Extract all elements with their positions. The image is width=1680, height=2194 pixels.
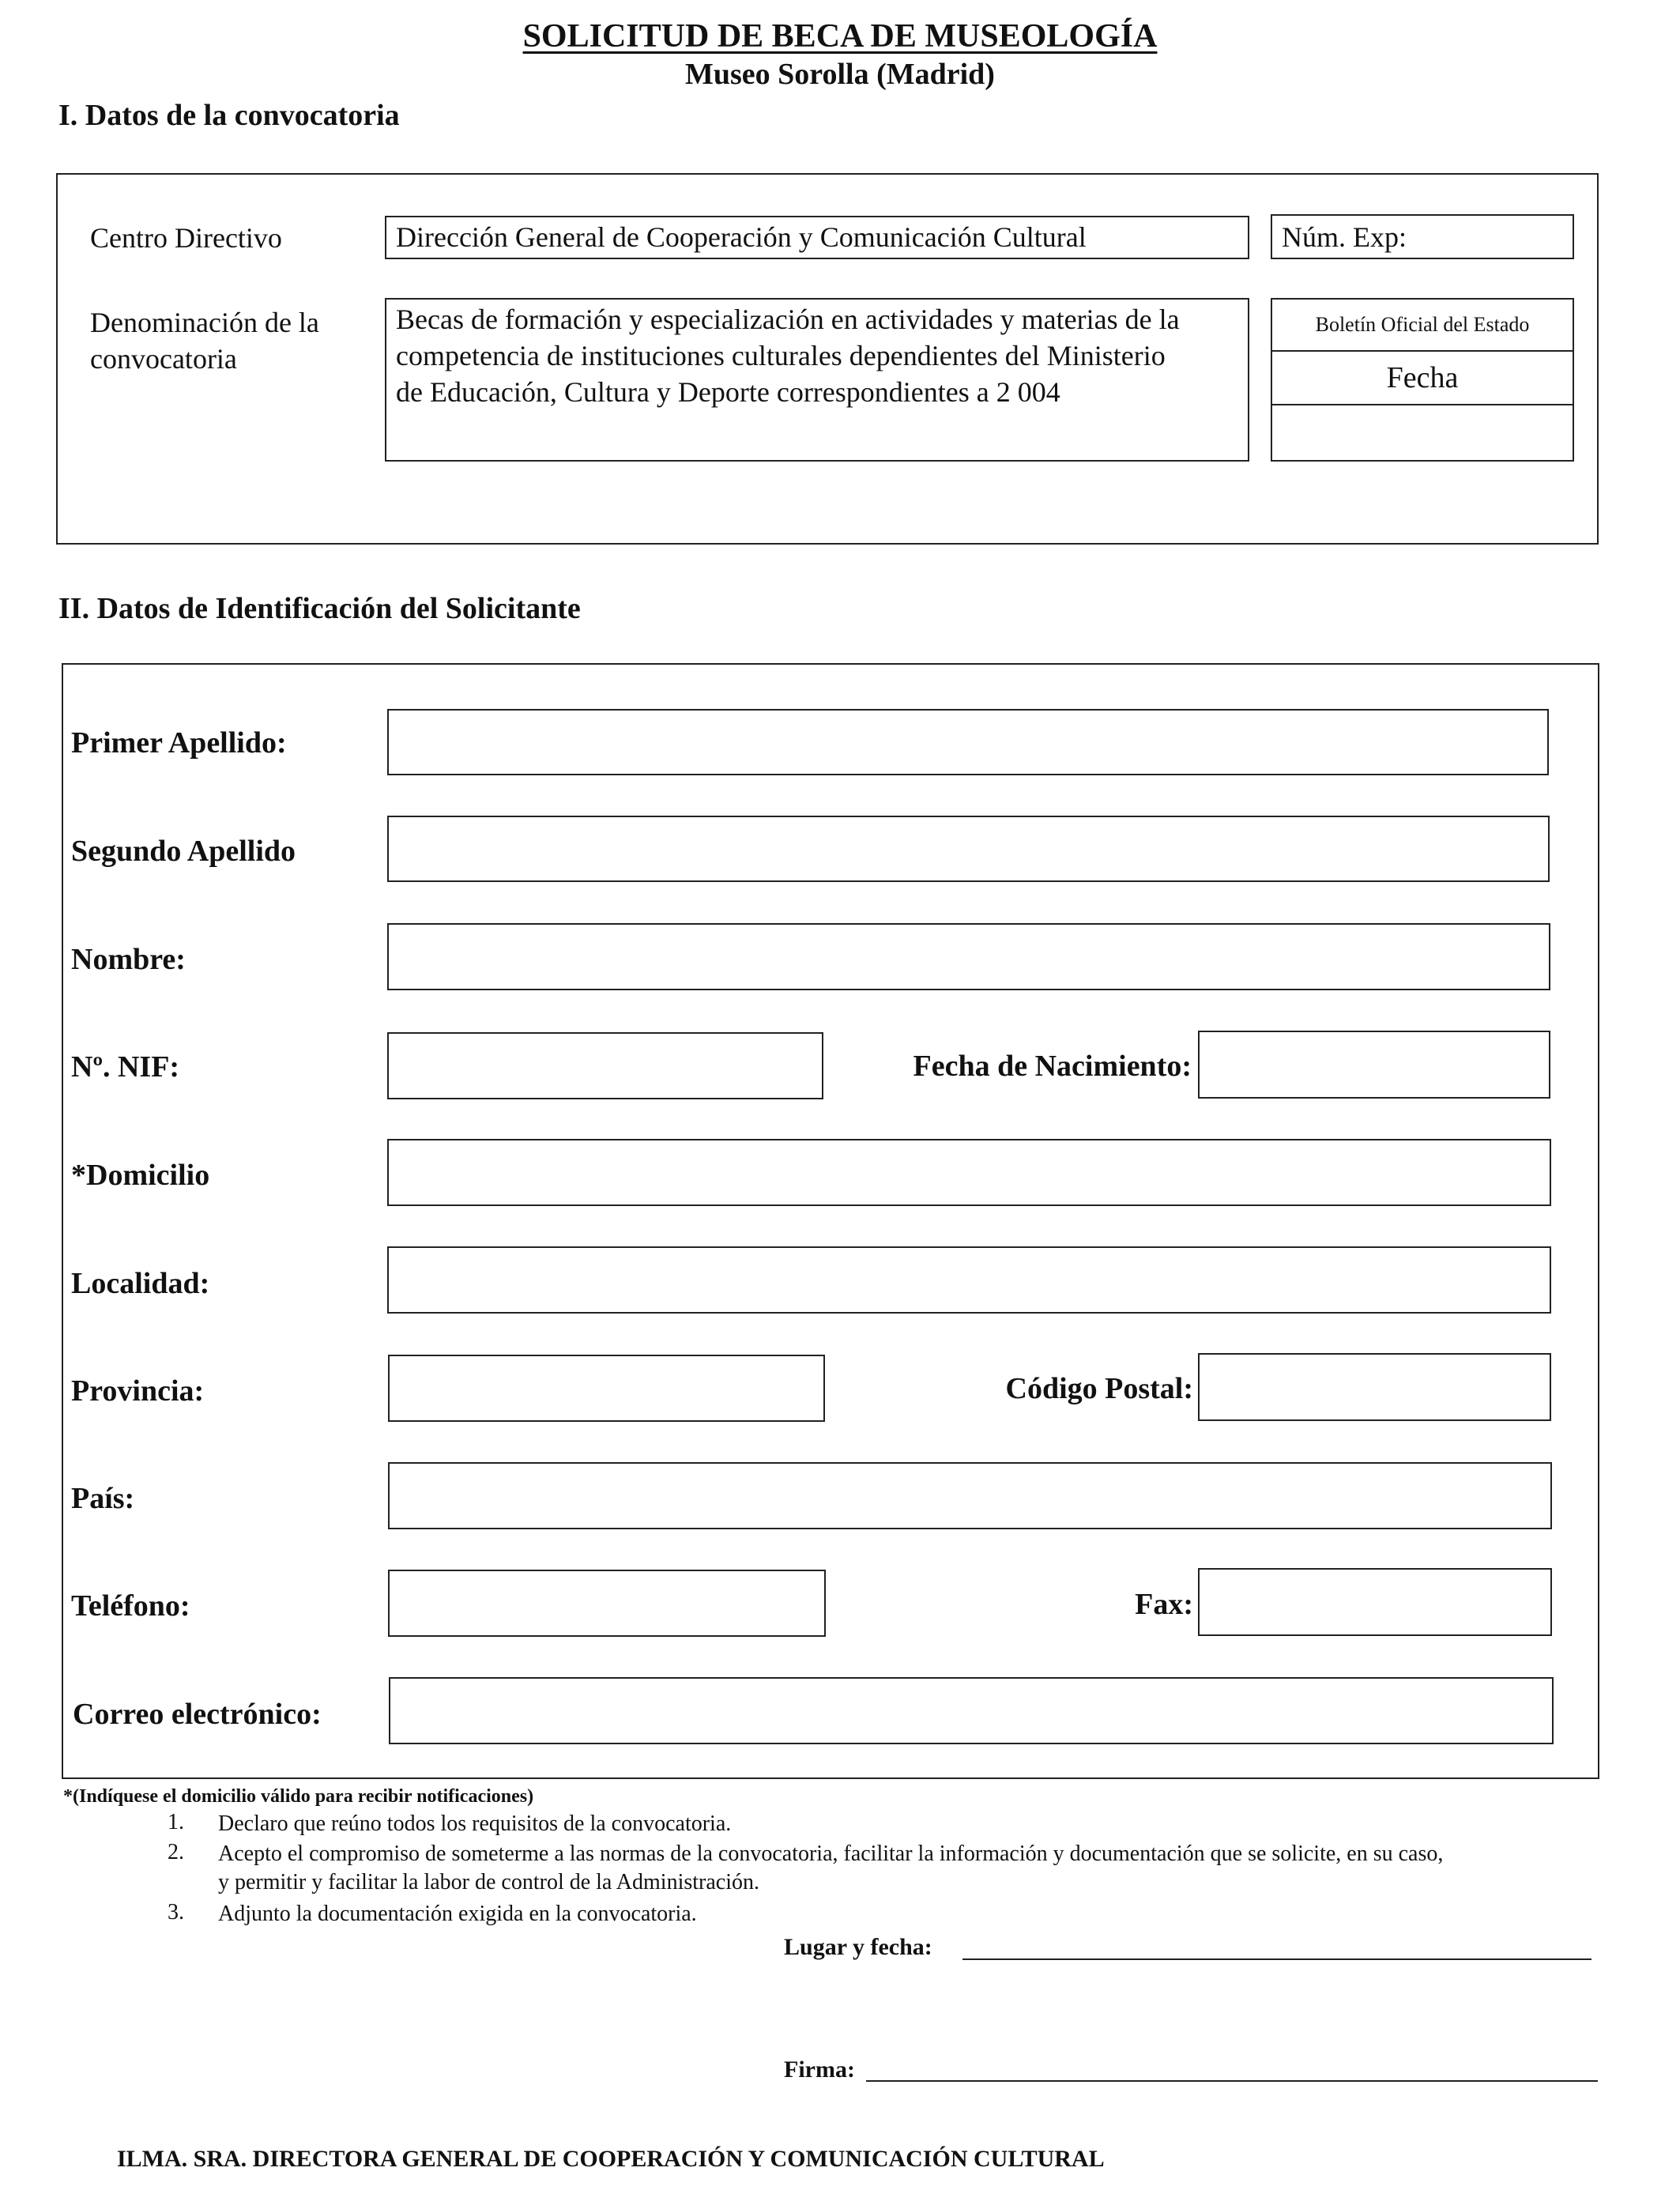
nif-field[interactable] — [387, 1032, 823, 1099]
pais-label: País: — [71, 1482, 135, 1515]
nombre-field[interactable] — [387, 923, 1550, 990]
domicilio-note: *(Indíquese el domicilio válido para recibir notificaciones) — [63, 1786, 534, 1807]
section-1-heading: I. Datos de la convocatoria — [58, 99, 400, 132]
boe-fecha-field[interactable] — [1272, 405, 1573, 460]
pais-field[interactable] — [388, 1462, 1552, 1529]
denominacion-label-line-1: Denominación de la — [90, 307, 319, 338]
fecha-nacimiento-label: Fecha de Nacimiento: — [913, 1050, 1192, 1083]
telefono-field[interactable] — [388, 1570, 826, 1637]
correo-field[interactable] — [389, 1677, 1554, 1744]
declaration-1-number: 1. — [168, 1810, 184, 1834]
section-2-heading: II. Datos de Identificación del Solicitante — [58, 592, 581, 625]
domicilio-label: *Domicilio — [71, 1159, 210, 1192]
declaration-2-number: 2. — [168, 1840, 184, 1864]
nif-label: Nº. NIF: — [71, 1050, 180, 1084]
codigo-postal-label: Código Postal: — [1005, 1372, 1193, 1405]
denominacion-line-2: competencia de instituciones culturales dependientes del Ministerio — [396, 340, 1166, 371]
firma-line[interactable] — [866, 2080, 1598, 2082]
addressee: ILMA. SRA. DIRECTORA GENERAL DE COOPERACIÓN Y COMUNICACIÓN CULTURAL — [117, 2146, 1105, 2172]
form-subtitle: Museo Sorolla (Madrid) — [685, 58, 995, 91]
primer-apellido-field[interactable] — [387, 709, 1549, 775]
provincia-label: Provincia: — [71, 1374, 205, 1408]
fax-label: Fax: — [1135, 1588, 1193, 1621]
segundo-apellido-field[interactable] — [387, 816, 1550, 882]
localidad-label: Localidad: — [71, 1267, 210, 1300]
domicilio-field[interactable] — [387, 1139, 1551, 1206]
telefono-label: Teléfono: — [71, 1589, 190, 1623]
segundo-apellido-label: Segundo Apellido — [71, 835, 296, 868]
provincia-field[interactable] — [388, 1355, 825, 1422]
lugar-fecha-line[interactable] — [962, 1958, 1591, 1960]
declaration-2-text — [218, 1840, 1648, 1897]
num-exp-field[interactable] — [1271, 214, 1574, 259]
denominacion-line-3: de Educación, Cultura y Deporte correspondientes a 2 004 — [396, 376, 1060, 408]
nombre-label: Nombre: — [71, 943, 186, 976]
codigo-postal-field[interactable] — [1198, 1353, 1551, 1421]
declaration-3-text: Adjunto la documentación exigida en la convocatoria. — [218, 1902, 697, 1926]
denominacion-label — [90, 304, 319, 377]
declaration-3-number: 3. — [168, 1900, 184, 1924]
boe-box — [1271, 298, 1574, 462]
num-exp-label: Núm. Exp: — [1282, 221, 1407, 253]
denominacion-label-line-2: convocatoria — [90, 343, 237, 375]
fecha-nacimiento-field[interactable] — [1198, 1031, 1550, 1099]
correo-label: Correo electrónico: — [73, 1698, 322, 1731]
localidad-field[interactable] — [387, 1246, 1551, 1314]
fax-field[interactable] — [1198, 1568, 1552, 1636]
centro-directivo-label: Centro Directivo — [90, 222, 282, 254]
declaration-1-text: Declaro que reúno todos los requisitos de la convocatoria. — [218, 1811, 732, 1836]
declaration-2-line-2: y permitir y facilitar la labor de control de la Administración. — [218, 1870, 760, 1894]
denominacion-line-1: Becas de formación y especialización en actividades y materias de la — [396, 303, 1180, 335]
form-title: SOLICITUD DE BECA DE MUSEOLOGÍA — [522, 18, 1158, 55]
centro-directivo-value: Dirección General de Cooperación y Comunicación Cultural — [396, 221, 1087, 253]
primer-apellido-label: Primer Apellido: — [71, 726, 287, 760]
boe-label: Boletín Oficial del Estado — [1315, 313, 1530, 336]
denominacion-box — [385, 298, 1249, 462]
declaration-2-line-1: Acepto el compromiso de someterme a las normas de la convocatoria, facilitar la información y documentación que se solicite, en su caso, — [218, 1842, 1444, 1866]
fecha-label: Fecha — [1386, 361, 1459, 394]
lugar-fecha-label: Lugar y fecha: — [784, 1934, 932, 1960]
centro-directivo-box — [385, 216, 1249, 259]
firma-label: Firma: — [784, 2056, 855, 2083]
